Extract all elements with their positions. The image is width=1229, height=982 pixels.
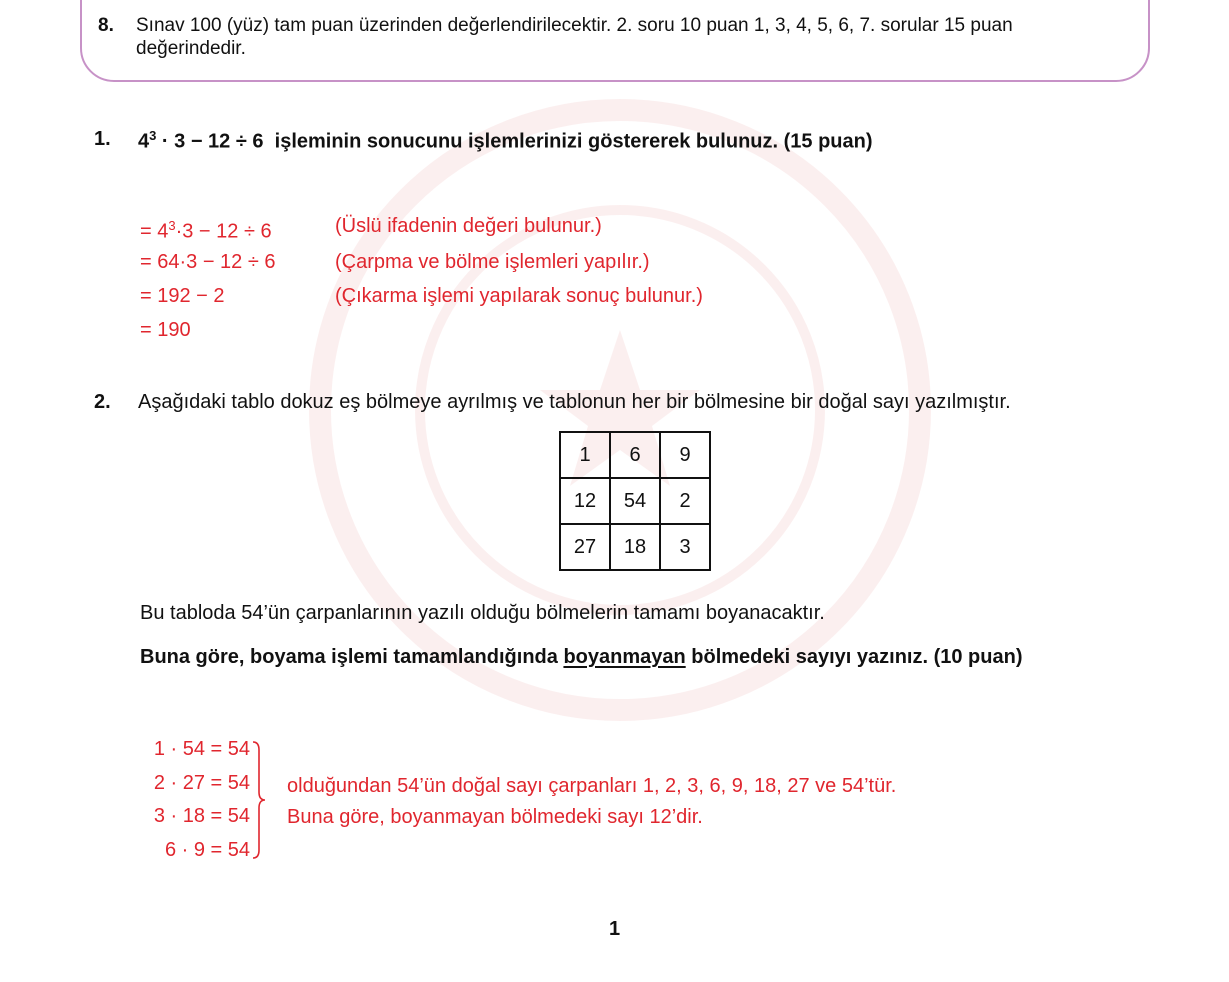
right-brace: [251, 740, 267, 860]
q2-info: Bu tabloda 54’ün çarpanlarının yazılı olduğu bölmelerin tamamı boyanacaktır.: [140, 602, 825, 624]
rule8-line2: değerindedir.: [136, 38, 246, 59]
q2-question: [140, 646, 1022, 669]
grid-row: [560, 524, 710, 570]
q1-step-1-rest: ·3 − 12 ÷ 6: [175, 220, 272, 243]
q2-question-pre: Buna göre, boyama işlemi tamamlandığında: [140, 646, 564, 668]
answer-line-2: Buna göre, boyanmayan bölmedeki sayı 12’dir.: [287, 806, 703, 828]
grid-cell: 2: [660, 478, 710, 524]
grid-cell: 1: [560, 432, 610, 478]
q1-expr-exp: 3: [149, 128, 157, 143]
grid-row: [560, 478, 710, 524]
q1-expr-rest: · 3 − 12 ÷ 6: [156, 130, 264, 153]
q2-question-post: bölmedeki sayıyı yazınız. (10 puan): [685, 646, 1023, 668]
page-number: 1: [608, 918, 621, 940]
grid-cell: 6: [610, 432, 660, 478]
answer-line-1: olduğundan 54’ün doğal sayı çarpanları 1, 2, 3, 6, 9, 18, 27 ve 54’tür.: [287, 775, 897, 797]
grid-cell: 9: [660, 432, 710, 478]
grid-cell: 3: [660, 524, 710, 570]
number-grid: [559, 431, 711, 571]
q1-step-1-lead: = 4: [140, 220, 169, 243]
grid-cell: 54: [610, 478, 660, 524]
q1-step-4: = 190: [140, 319, 191, 341]
q2-text: Aşağıdaki tablo dokuz eş bölmeye ayrılmış ve tablonun her bir bölmesine bir doğal sayı yazılmıştır.: [138, 391, 1011, 413]
product-4: 6 · 9 = 54: [164, 839, 250, 861]
product-2: 2 · 27 = 54: [153, 772, 250, 794]
grid-row: [560, 432, 710, 478]
grid-cell: 27: [560, 524, 610, 570]
q1-step-3-note: (Çıkarma işlemi yapılarak sonuç bulunur.): [335, 285, 703, 307]
q1-prompt: [138, 128, 873, 154]
product-1: 1 · 54 = 54: [153, 738, 250, 760]
q1-number: 1.: [94, 128, 111, 150]
q2-number: 2.: [94, 391, 111, 413]
grid-cell: 12: [560, 478, 610, 524]
q1-text: işleminin sonucunu işlemlerinizi göstererek bulunuz. (15 puan): [274, 130, 873, 153]
grid-cell: 18: [610, 524, 660, 570]
rule8-line1: Sınav 100 (yüz) tam puan üzerinden değerlendirilecektir. 2. soru 10 puan 1, 3, 4, 5, 6, 7. sorular 15 puan: [136, 15, 1013, 36]
q1-step-1-exp: 3: [168, 218, 176, 233]
q1-step-1: [140, 214, 272, 244]
q1-step-2: = 64·3 − 12 ÷ 6: [140, 251, 276, 273]
q2-question-underlined: boyanmayan: [563, 646, 686, 668]
q1-expr-base: 4: [138, 130, 150, 153]
rule8-number: 8.: [98, 15, 114, 36]
q1-step-2-note: (Çarpma ve bölme işlemleri yapılır.): [335, 251, 650, 273]
q1-step-3: = 192 − 2: [140, 285, 225, 307]
product-3: 3 · 18 = 54: [153, 805, 250, 827]
q1-step-1-note: (Üslü ifadenin değeri bulunur.): [335, 215, 602, 237]
